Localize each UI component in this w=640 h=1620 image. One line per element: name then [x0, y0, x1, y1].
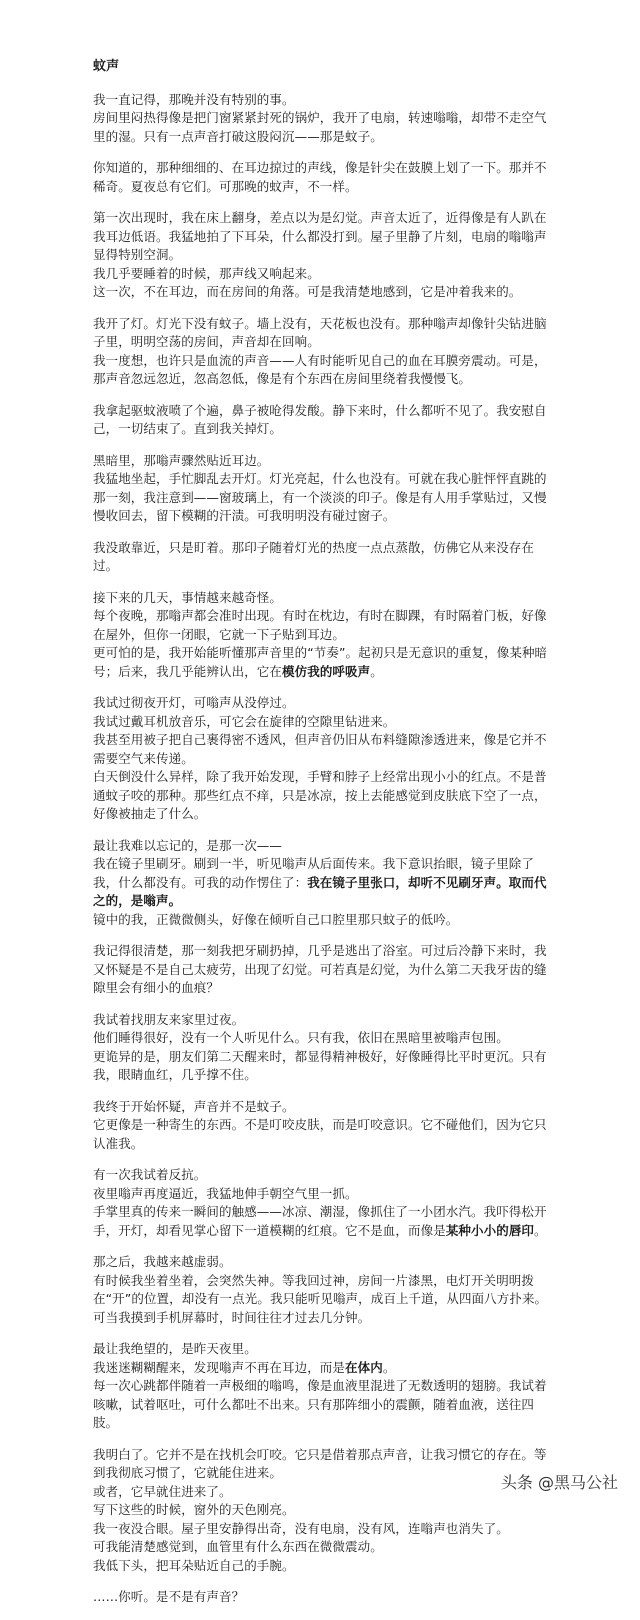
paragraph-line: 我开了灯。灯光下没有蚊子。墙上没有，天花板也没有。那种嗡声却像针尖钻进脑子里，明明空荡的房间，声音却在回响。: [93, 315, 547, 349]
paragraph-line: 可我能清楚感觉到，血管里有什么东西在微微震动。: [93, 1539, 383, 1554]
emphasis-text: 某种小小的唇印: [445, 1222, 535, 1238]
paragraph: [93, 539, 555, 576]
paragraph-line: 这一次，不在耳边，而在房间的角落。可是我清楚地感到，它是冲着我来的。: [93, 284, 522, 299]
paragraph-line: 黑暗里，那嗡声骤然贴近耳边。: [93, 452, 270, 468]
paragraph-line: 我甚至用被子把自己裹得密不透风，但声音仍旧从布料缝隙渗透进来，像是它并不需要空气来传递。: [93, 732, 547, 766]
paragraph-line: 我一夜没合眼。屋子里安静得出奇，没有电扇，没有风，连嗡声也消失了。: [93, 1520, 509, 1536]
paragraph-line: 那之后，我越来越虚弱。: [93, 1254, 232, 1269]
paragraph-line: 第一次出现时，我在床上翻身，差点以为是幻觉。声音太近了，近得像是有人趴在我耳边低语。我猛地拍了下耳朵，什么都没打到。屋子里静了片刻，电扇的嗡嗡声显得特别空洞。: [93, 210, 547, 262]
paragraph-line: 每个夜晚，那嗡声都会准时出现。有时在枕边，有时在脚踝，有时隔着门板，好像在屋外，但你一闭眼，它就一下子贴到耳边。: [93, 608, 547, 642]
paragraph-line: 我记得很清楚，那一刻我把牙刷扔掉，几乎是逃出了浴室。可过后冷静下来时，我又怀疑是不是自己太疲劳，出现了幻觉。可若真是幻觉，为什么第二天我牙齿的缝隙里会有细小的血痕？: [93, 943, 547, 995]
paragraph-line: 有时候我坐着坐着，会突然失神。等我回过神，房间一片漆黑，电灯开关明明拨在“开”的位置，却没有一点光。我只能听见嗡声，成百上千道，从四面八方扑来。: [93, 1272, 548, 1306]
paragraph-line: 或者，它早就住进来了。: [93, 1483, 232, 1499]
paragraph-line: 我试过彻夜开灯，可嗡声从没停过。: [93, 695, 295, 710]
watermark-text: 头条 @黑马公社: [500, 1473, 618, 1492]
emphasis-text: 模仿我的呼吸声: [282, 663, 371, 679]
emphasis-text: 我在镜子里张口，却听不见刷牙声。取而代之的，是嗡声。: [93, 874, 547, 908]
paragraph-line: 我在镜子里刷牙。刷到一半，听见嗡声从后面传来。我下意识抬眼，镜子里除了我，什么都没有。可我的动作愣住了：我在镜子里张口，却听不见刷牙声。取而代之的，是嗡声。: [93, 856, 547, 908]
paragraph-line: 接下来的几天，事情越来越奇怪。: [93, 589, 283, 605]
paragraph: [93, 589, 555, 682]
paragraph: [93, 209, 555, 302]
paragraph-line: 它更像是一种寄生的东西。不是叮咬皮肤，而是叮咬意识。它不碰他们，因为它只认准我。: [93, 1117, 547, 1151]
paragraph-line: 更诡异的是，朋友们第二天醒来时，都显得精神极好，好像睡得比平时更沉。只有我，眼睛血红，几乎撑不住。: [93, 1048, 547, 1082]
paragraph-line: 我终于开始怀疑，声音并不是蚊子。: [93, 1098, 295, 1114]
paragraph-line: 最让我绝望的，是昨天夜里。: [93, 1341, 257, 1356]
article: [93, 58, 555, 1620]
paragraph: [93, 1446, 555, 1576]
paragraph-line: 手掌里真的传来一瞬间的触感——冰凉、潮湿，像抓住了一小团水汽。我吓得松开手，开灯，却看见掌心留下一道模糊的红痕。它不是血，而像是某种小小的唇印。: [93, 1204, 547, 1238]
paragraph-line: 夜里嗡声再度逼近，我猛地伸手朝空气里一抓。: [93, 1185, 358, 1201]
paragraph-line: 我一度想，也许只是血流的声音——人有时能听见自己的血在耳膜旁震动。可是，那声音忽远忽近，忽高忽低，像是有个东西在房间里绕着我慢慢飞。: [93, 352, 547, 386]
paragraph: [93, 1166, 555, 1240]
paragraph-line: 最让我难以忘记的，是那一次——: [93, 837, 283, 853]
paragraph: [93, 694, 555, 824]
paragraph: [93, 837, 555, 930]
paragraph-line: 你知道的，那种细细的、在耳边掠过的声线，像是针尖在鼓膜上划了一下。那并不稀奇。夏夜总有它们。可那晚的蚊声，不一样。: [93, 160, 547, 194]
paragraph-line: 有一次我试着反抗。: [93, 1167, 207, 1182]
watermark: [501, 1470, 618, 1493]
paragraph-line: 他们睡得很好，没有一个人听见什么。只有我，依旧在黑暗里被嗡声包围。: [93, 1030, 509, 1045]
paragraph-line: 我几乎要睡着的时候，那声线又响起来。: [93, 265, 320, 281]
emphasis-text: 在体内: [345, 1359, 383, 1375]
paragraph: [93, 452, 555, 526]
paragraph: [93, 1011, 555, 1085]
paragraph-line: 镜中的我，正微微侧头，好像在倾听自己口腔里那只蚊子的低吟。: [93, 911, 459, 927]
paragraph: [93, 315, 555, 389]
paragraph-line: 我明白了。它并不是在找机会叮咬。它只是借着那点声音，让我习惯它的存在。等到我彻底习惯了，它就能住进来。: [93, 1446, 547, 1480]
paragraph-line: 我迷迷糊糊醒来，发现嗡声不再在耳边，而是在体内。: [93, 1359, 396, 1375]
paragraph: [93, 91, 555, 147]
paragraph-line: ……你听。是不是有声音？: [93, 1589, 245, 1604]
paragraph: [93, 1340, 555, 1433]
paragraph-line: 更可怕的是，我开始能听懂那声音里的“节奏”。起初只是无意识的重复，像某种暗号；后来，我几乎能辨认出，它在模仿我的呼吸声。: [93, 645, 548, 679]
article-title: 蚊声: [93, 59, 120, 74]
paragraph-line: 我没敢靠近，只是盯着。那印子随着灯光的热度一点点蒸散，仿佛它从来没存在过。: [93, 539, 535, 573]
paragraph: [93, 1253, 555, 1327]
paragraph-line: 白天倒没什么异样，除了我开始发现，手臂和脖子上经常出现小小的红点。不是普通蚊子咬的那种。那些红点不痒，只是冰凉，按上去能感觉到皮肤底下空了一点，好像被抽走了什么。: [93, 769, 547, 821]
paragraph-line: 我试过戴耳机放音乐，可它会在旋律的空隙里钻进来。: [93, 713, 396, 729]
paragraph-line: 我猛地坐起，手忙脚乱去开灯。灯光亮起，什么也没有。可就在我心脏怦怦直跳的那一刻，我注意到——窗玻璃上，有一个淡淡的印子。像是有人用手掌贴过，又慢慢收回去，留下模糊的汗渍。可我明明没有碰过窗子。: [93, 471, 547, 523]
paragraph: [93, 942, 555, 998]
paragraph: [93, 1098, 555, 1154]
paragraph-line: 房间里闷热得像是把门窗紧紧封死的锅炉，我开了电扇，转速嗡嗡，却带不走空气里的湿。只有一点声音打破这股闷沉——那是蚊子。: [93, 110, 547, 144]
paragraph-line: 可当我摸到手机屏幕时，时间往往才过去几分钟。: [93, 1309, 371, 1325]
paragraph-line: 我一直记得，那晚并没有特别的事。: [93, 91, 295, 107]
article-body: [93, 91, 555, 1607]
paragraph: [93, 1588, 555, 1607]
paragraph-line: 每一次心跳都伴随着一声极细的嗡鸣，像是血液里混进了无数透明的翅膀。我试着咳嗽，试着呕吐，可什么都吐不出来。只有那阵细小的震颤，随着血液，送往四肢。: [93, 1378, 547, 1430]
paragraph: [93, 402, 555, 439]
paragraph-line: 写下这些的时候，窗外的天色刚亮。: [93, 1502, 295, 1517]
paragraph-line: 我试着找朋友来家里过夜。: [93, 1011, 245, 1027]
paragraph: [93, 159, 555, 196]
paragraph-line: 我低下头，把耳朵贴近自己的手腕。: [93, 1557, 295, 1573]
paragraph-line: 我拿起驱蚊液喷了个遍，鼻子被呛得发酸。静下来时，什么都听不见了。我安慰自己，一切结束了。直到我关掉灯。: [93, 402, 547, 436]
